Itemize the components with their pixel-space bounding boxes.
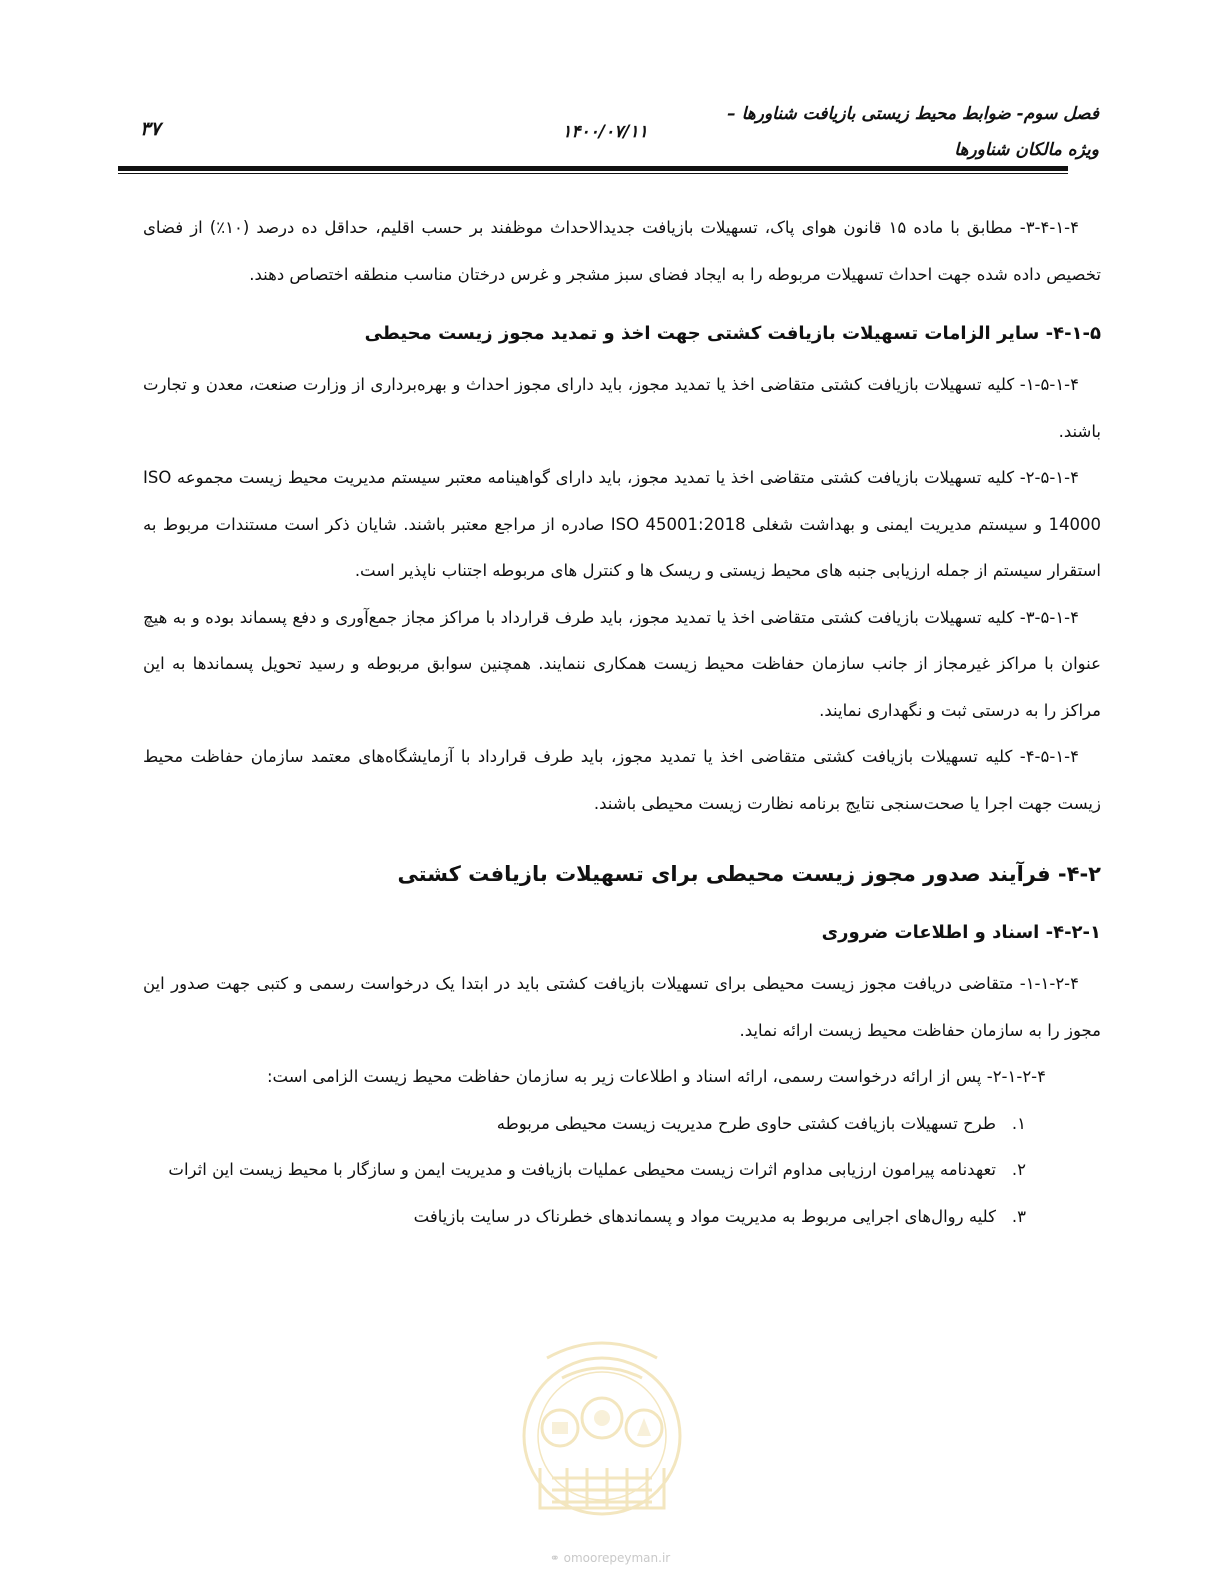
required-documents-list	[143, 1101, 1101, 1241]
watermark-url: ⚭ omoorepeyman.ir	[549, 1551, 671, 1565]
paragraph-4-2-1-1: ۱-۱-۲-۴- متقاضی دریافت مجوز زیست محیطی برای تسهیلات بازیافت کشتی باید در ابتدا یک درخواست رسمی و کتبی جهت صدور این مجوز را به سازمان حفاظت محیط زیست ارائه نماید.	[143, 974, 1101, 1040]
iso-14000-label: ISO 14000	[143, 468, 1101, 534]
page-number: ۳۷	[140, 118, 161, 140]
paragraph-4-1-5-4: ۴-۵-۱-۴- کلیه تسهیلات بازیافت کشتی متقاضی اخذ یا تمدید مجوز، باید طرف قرارداد با آزمایشگاه‌های معتمد سازمان حفاظت محیط زیست جهت اجرا یا صحت‌سنجی نتایج برنامه نظارت زیست محیطی باشند.	[143, 747, 1101, 813]
list-item-text: طرح تسهیلات بازیافت کشتی حاوی طرح مدیریت زیست محیطی مربوطه	[496, 1113, 996, 1133]
list-item-number: ۳.	[1011, 1206, 1026, 1226]
paragraph-4-1-5-3: ۳-۵-۱-۴- کلیه تسهیلات بازیافت کشتی متقاضی اخذ یا تمدید مجوز، باید طرف قرارداد با مراکز مجاز جمع‌آوری و دفع پسماند بوده و به هیچ عنوان با مراکز غیرمجاز از جانب سازمان حفاظت محیط زیست همکاری ننمایند. همچنین سوابق مربوطه و رسید تحویل پسماندها به این مراکز را به درستی ثبت و نگهداری نمایند.	[143, 607, 1101, 720]
header-rule-thin	[118, 173, 1068, 174]
list-item-number: ۱.	[1011, 1113, 1026, 1133]
heading-4-1-5: ۴-۱-۵- سایر الزامات تسهیلات بازیافت کشتی جهت اخذ و تمدید مجوز زیست محیطی	[364, 323, 1101, 344]
paragraph-4-1-4-3: ۳-۴-۱-۴- مطابق با ماده ۱۵ قانون هوای پاک، تسهیلات بازیافت جدیدالاحداث موظفند بر حسب اقلیم، حداقل ده درصد (۱۰٪) از فضای تخصیص داده شده جهت احداث تسهیلات مربوطه را به ایجاد فضای سبز مشجر و غرس درختان مناسب منطقه اختصاص دهند.	[143, 218, 1101, 284]
watermark-url-text: omoorepeyman.ir	[563, 1551, 671, 1565]
body-content	[143, 205, 1101, 1240]
paragraph-4-2-1-2: ۲-۱-۲-۴- پس از ارائه درخواست رسمی، ارائه اسناد و اطلاعات زیر به سازمان حفاظت محیط زیست الزامی است:	[266, 1067, 1046, 1086]
paragraph-4-1-5-2-part-c: صادره از مراجع معتبر باشند. شایان ذکر است مستندات مربوط به استقرار سیستم از جمله ارزیابی جنبه های محیط زیستی و ریسک ها و کنترل های مربوطه اجتناب ناپذیر است.	[143, 514, 1101, 580]
paragraph-4-1-5-1: ۱-۵-۱-۴- کلیه تسهیلات بازیافت کشتی متقاضی اخذ یا تمدید مجوز، باید دارای مجوز احداث و بهره‌برداری از وزارت صنعت، معدن و تجارت باشند.	[143, 375, 1101, 441]
watermark-logo-icon	[492, 1318, 712, 1538]
iso-45001-label: ISO 45001:2018	[610, 514, 746, 534]
paragraph-4-1-5-2-part-b: و سیستم مدیریت ایمنی و بهداشت شغلی	[752, 514, 1043, 534]
paragraph-4-1-5-2	[143, 455, 1101, 595]
heading-4-2: ۴-۲- فرآیند صدور مجوز زیست محیطی برای تسهیلات بازیافت کشتی	[397, 862, 1101, 886]
list-item-text: کلیه روال‌های اجرایی مربوط به مدیریت مواد و پسماندهای خطرناک در سایت بازیافت	[413, 1206, 996, 1226]
list-item	[143, 1101, 1026, 1148]
header-date: ۱۴۰۰/۰۷/۱۱	[562, 122, 648, 142]
chapter-title-line2: ویژه مالکان شناورها	[954, 140, 1099, 160]
paragraph-4-1-5-2-part-a: ۲-۵-۱-۴- کلیه تسهیلات بازیافت کشتی متقاضی اخذ یا تمدید مجوز، باید دارای گواهینامه معتبر سیستم مدیریت محیط زیست مجموعه	[176, 468, 1079, 487]
chapter-title-line1: فصل سوم- ضوابط محیط زیستی بازیافت شناورها –	[727, 104, 1099, 124]
header-rule	[118, 166, 1068, 171]
list-item-number: ۲.	[1011, 1160, 1026, 1179]
list-item	[143, 1194, 1026, 1241]
list-item	[143, 1147, 1026, 1194]
heading-4-2-1: ۴-۲-۱- اسناد و اطلاعات ضروری	[821, 922, 1101, 943]
list-item-text: تعهدنامه پیرامون ارزیابی مداوم اثرات زیست محیطی عملیات بازیافت و مدیریت ایمن و سازگار با محیط زیست این اثرات	[168, 1160, 996, 1179]
